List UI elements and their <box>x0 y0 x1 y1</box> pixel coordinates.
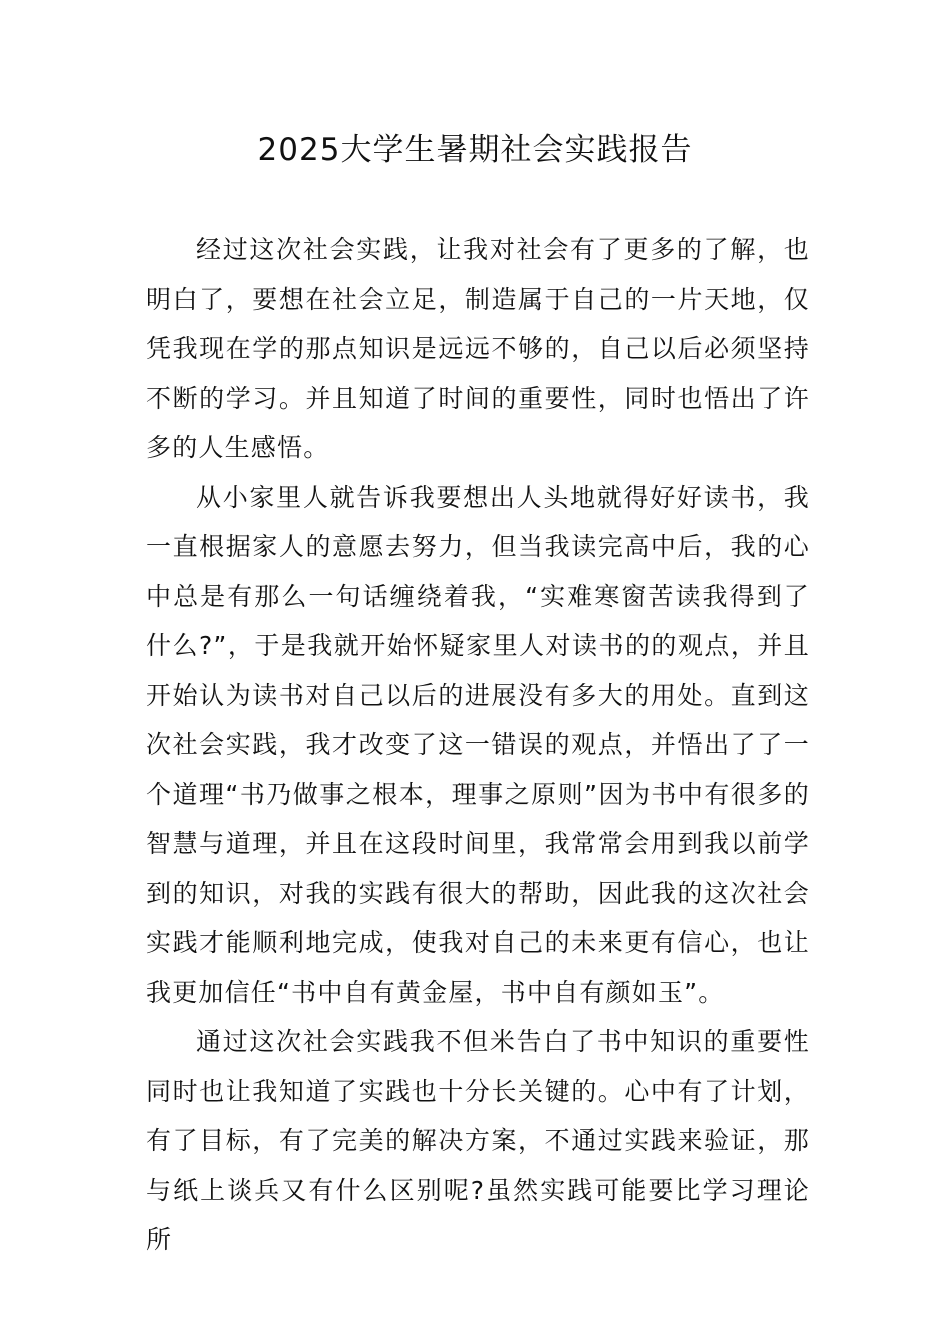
paragraph-2: 从小家里人就告诉我要想出人头地就得好好读书，我一直根据家人的意愿去努力，但当我读完高中后，我的心中总是有那么一句话缠绕着我，“实难寒窗苦读我得到了什么?”，于是我就开始怀疑家里人对读书的的观点，并且开始认为读书对自己以后的进展没有多大的用处。直到这次社会实践，我才改变了这一错误的观点，并悟出了了一个道理“书乃做事之根本，理事之原则”因为书中有很多的智慧与道理，并且在这段时间里，我常常会用到我以前学到的知识，对我的实践有很大的帮助，因此我的这次社会实践才能顺利地完成，使我对自己的未来更有信心，也让我更加信任“书中自有黄金屋，书中自有颜如玉”。 <box>146 482 810 1007</box>
document-body <box>146 225 810 1265</box>
paragraph-3: 通过这次社会实践我不但米告白了书中知识的重要性同时也让我知道了实践也十分长关键的。心中有了计划，有了目标，有了完美的解决方案，不通过实践来验证，那与纸上谈兵又有什么区别呢?虽然实践可能要比学习理论所 <box>146 1027 810 1254</box>
paragraph-1: 经过这次社会实践，让我对社会有了更多的了解，也明白了，要想在社会立足，制造属于自己的一片天地，仅凭我现在学的那点知识是远远不够的，自己以后必须坚持不断的学习。并且知道了时间的重要性，同时也悟出了许多的人生感悟。 <box>146 235 810 462</box>
document-title: 2025大学生暑期社会实践报告 <box>257 132 693 168</box>
